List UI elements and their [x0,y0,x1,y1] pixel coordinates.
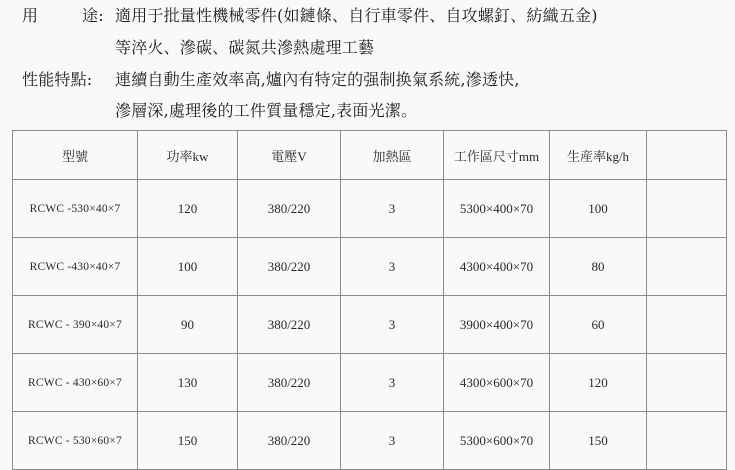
header-model: 型號 [13,131,138,180]
cell-empty [647,180,727,238]
cell-model: RCWC - 530×60×7 [13,412,138,470]
table-row [13,296,727,354]
cell-voltage: 380/220 [238,412,341,470]
cell-empty [647,412,727,470]
cell-production-rate: 60 [550,296,647,354]
usage-text-line-2: 等淬火、滲碳、碳氮共滲熱處理工藝 [115,38,375,57]
header-production-rate: 生産率kg/h [550,131,647,180]
cell-heating-zones: 3 [341,238,444,296]
cell-voltage: 380/220 [238,180,341,238]
cell-voltage: 380/220 [238,354,341,412]
header-voltage: 電壓V [238,131,341,180]
header-work-area-size: 工作區尺寸mm [444,131,550,180]
cell-work-area-size: 5300×400×70 [444,180,550,238]
cell-empty [647,238,727,296]
table-row [13,354,727,412]
cell-model: RCWC -530×40×7 [13,180,138,238]
cell-work-area-size: 4300×600×70 [444,354,550,412]
cell-power: 90 [138,296,238,354]
cell-work-area-size: 5300×600×70 [444,412,550,470]
features-label: 性能特點: [22,70,93,89]
features-text-line-1: 連續自動生產效率高,爐內有特定的强制换氣系統,滲透快, [115,70,520,89]
cell-power: 100 [138,238,238,296]
cell-production-rate: 120 [550,354,647,412]
table-row [13,238,727,296]
table-row [13,412,727,470]
header-empty [647,131,727,180]
cell-voltage: 380/220 [238,238,341,296]
cell-empty [647,296,727,354]
usage-label-part2: 途: [82,6,104,25]
table-row [13,180,727,238]
cell-model: RCWC - 430×60×7 [13,354,138,412]
cell-power: 130 [138,354,238,412]
cell-voltage: 380/220 [238,296,341,354]
cell-empty [647,354,727,412]
cell-work-area-size: 3900×400×70 [444,296,550,354]
header-heating-zones: 加熱區 [341,131,444,180]
cell-heating-zones: 3 [341,354,444,412]
table-header-row [13,131,727,180]
cell-heating-zones: 3 [341,296,444,354]
spec-table [12,130,727,470]
cell-production-rate: 80 [550,238,647,296]
header-power: 功率kw [138,131,238,180]
cell-production-rate: 150 [550,412,647,470]
cell-model: RCWC - 390×40×7 [13,296,138,354]
cell-production-rate: 100 [550,180,647,238]
cell-model: RCWC -430×40×7 [13,238,138,296]
features-text-line-2: 滲層深,處理後的工件質量穩定,表面光潔。 [115,101,418,120]
cell-power: 150 [138,412,238,470]
cell-heating-zones: 3 [341,412,444,470]
cell-power: 120 [138,180,238,238]
usage-label-part1: 用 [22,6,39,25]
cell-heating-zones: 3 [341,180,444,238]
cell-work-area-size: 4300×400×70 [444,238,550,296]
usage-text-line-1: 適用于批量性機械零件(如鏈條、自行車零件、自攻螺釘、紡織五金) [115,6,598,25]
